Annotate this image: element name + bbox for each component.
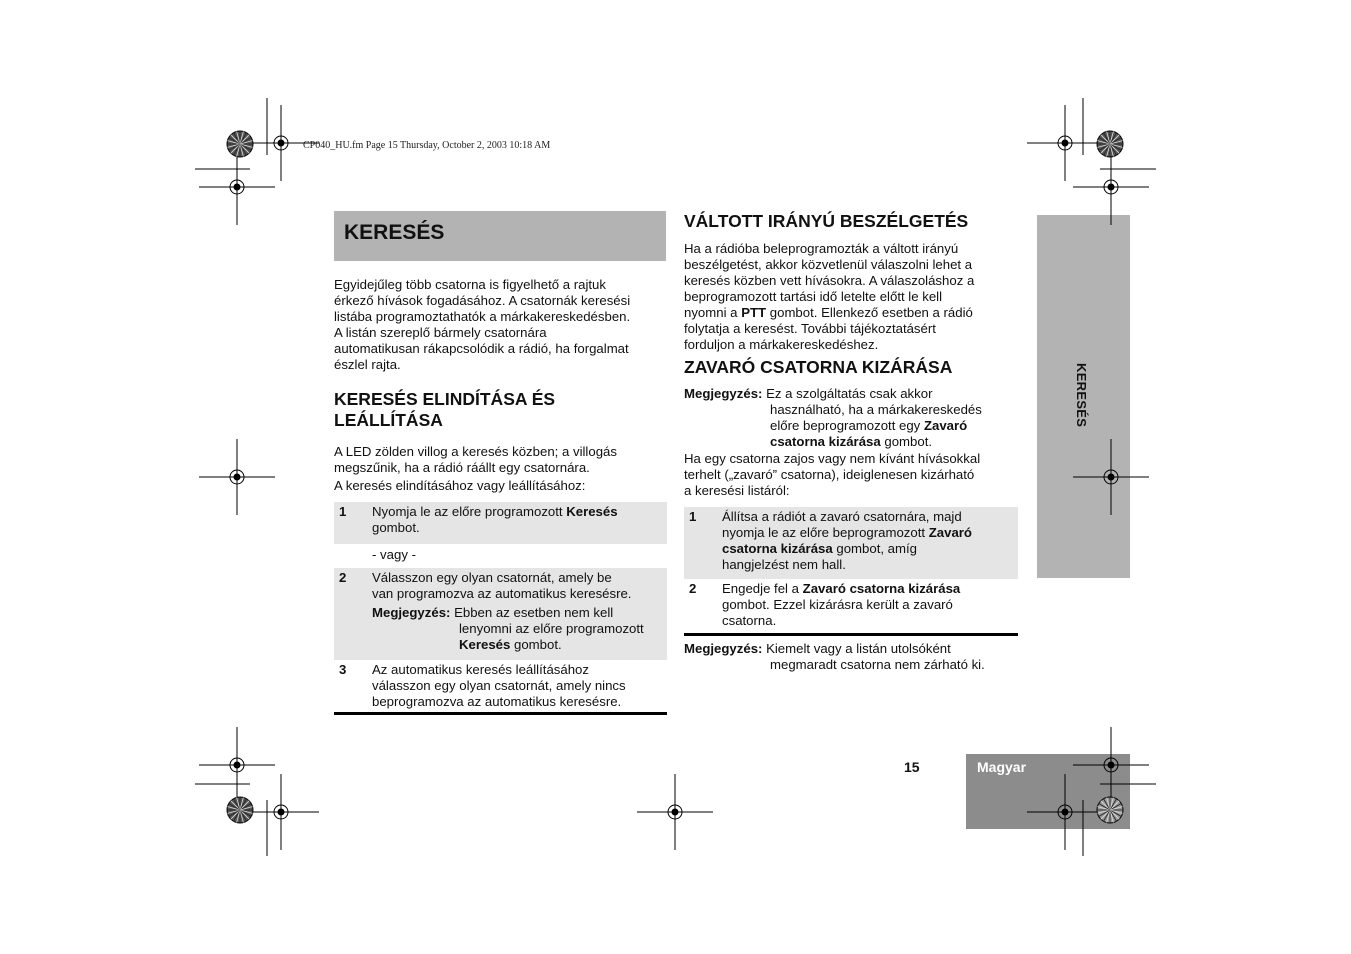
body-line: terhelt („zavaró” csatorna), ideiglenesen kizárható (684, 467, 975, 482)
crosshair-icon (1073, 149, 1149, 225)
note-button-name: Keresés (459, 637, 511, 652)
section-heading-line: KERESÉS ELINDÍTÁSA ÉS (334, 389, 556, 409)
crosshair-icon (1073, 727, 1149, 803)
step-text-part: nyomja le az előre beprogramozott (722, 525, 929, 540)
step-text-part: gombot. (372, 520, 420, 535)
note-button-name: csatorna kizárása (770, 434, 881, 449)
body-line: folytatja a keresést. További tájékoztatásért (684, 321, 936, 336)
note-text: Ez a szolgáltatás csak akkor (762, 386, 933, 401)
note-text: gombot. (510, 637, 562, 652)
step-text-part: van programozva az automatikus keresésre. (372, 586, 632, 601)
step-number: 2 (689, 581, 697, 596)
intro-line: A listán szereplő bármely csatornára (334, 325, 547, 340)
body-line: beszélgetést, akkor közvetlenül válaszolni lehet a (684, 257, 973, 272)
crosshair-icon (1027, 774, 1103, 850)
note-text: előre beprogramozott egy (770, 418, 924, 433)
crosshair-icon (637, 774, 713, 850)
note-text: Ebben az esetben nem kell (454, 605, 614, 620)
crosshair-icon (1027, 105, 1103, 181)
crosshair-icon (243, 774, 319, 850)
body-text-part: gombot. Ellenkező esetben a rádió (766, 305, 973, 320)
step-text-part: Nyomja le az előre programozott (372, 504, 567, 519)
step-number: 1 (339, 504, 347, 519)
crosshair-icon (199, 439, 275, 515)
intro-line: listába programoztathatók a márkakereskedésben. (334, 309, 631, 324)
step-button-name: csatorna kizárása (722, 541, 833, 556)
step-text-part: gombot, amíg (832, 541, 917, 556)
ptt-button-name: PTT (741, 305, 767, 320)
step-number: 1 (689, 509, 697, 524)
step-number: 2 (339, 570, 347, 585)
page-title: KERESÉS (344, 221, 445, 244)
note-text: használható, ha a márkakereskedés (770, 402, 982, 417)
intro-line: érkező hívások fogadásához. A csatornák keresési (334, 293, 631, 308)
step-text-part: Állítsa a rádiót a zavaró csatornára, majd (722, 509, 962, 524)
note-text: Kiemelt vagy a listán utolsóként (762, 641, 951, 656)
step-text-part: beprogramozva az automatikus keresésre. (372, 694, 622, 709)
note-text: gombot. (880, 434, 933, 449)
start-stop-line: A keresés elindításához vagy leállításához: (334, 478, 586, 493)
note-text: lenyomni az előre programozott (459, 621, 644, 636)
side-tab-label: KERESÉS (1074, 363, 1089, 428)
body-line: Ha a rádióba beleprogramozták a váltott irányú (684, 241, 959, 256)
color-wheel-icon (227, 797, 253, 823)
crosshair-icon (199, 727, 275, 803)
color-wheel-icons (227, 131, 1123, 823)
color-wheel-icon (1097, 797, 1123, 823)
body-line: Ha egy csatorna zajos vagy nem kívánt hívásokkal (684, 451, 981, 466)
color-wheel-icon (227, 131, 253, 157)
intro-line: észlel rajta. (334, 357, 401, 372)
registration-marks (195, 98, 1156, 856)
body-line: keresés közben vett hívásokra. A válaszoláshoz a (684, 273, 975, 288)
or-text: - vagy - (372, 547, 416, 562)
crosshair-icon (199, 149, 275, 225)
body-text-part: nyomni a (684, 305, 742, 320)
step-text-part: hangjelzést nem hall. (722, 557, 846, 572)
step-button-name: Zavaró csatorna kizárása (802, 581, 961, 596)
note-label: Megjegyzés: (372, 605, 451, 620)
crosshair-icons (199, 105, 1149, 850)
section-heading-line: ZAVARÓ CSATORNA KIZÁRÁSA (684, 357, 953, 377)
intro-line: Egyidejűleg több csatorna is figyelhető a rajtuk (334, 277, 606, 292)
section-heading-line: LEÁLLÍTÁSA (334, 410, 443, 430)
step-text-part: gombot. Ezzel kizárásra került a zavaró (722, 597, 953, 612)
language-label: Magyar (977, 759, 1027, 775)
note-text: megmaradt csatorna nem zárható ki. (770, 657, 985, 672)
step-text-part: válasszon egy olyan csatornát, amely nincs (372, 678, 626, 693)
step-text-part: csatorna. (722, 613, 777, 628)
led-line: megszűnik, ha a rádió ráállt egy csatornára. (334, 460, 590, 475)
note-button-name: Zavaró (923, 418, 968, 433)
file-info-header: CP040_HU.fm Page 15 Thursday, October 2, 2003 10:18 AM (303, 140, 551, 151)
note-label: Megjegyzés: (684, 641, 763, 656)
step-button-name: Keresés (566, 504, 618, 519)
intro-line: automatikusan rákapcsolódik a rádió, ha forgalmat (334, 341, 629, 356)
step-button-name: Zavaró (928, 525, 972, 540)
crosshair-icon (243, 105, 319, 181)
step-text-part: Válasszon egy olyan csatornát, amely be (372, 570, 612, 585)
page-number: 15 (904, 759, 920, 775)
step-text-part: Az automatikus keresés leállításához (372, 662, 589, 677)
step-text-part: Engedje fel a (722, 581, 803, 596)
led-line: A LED zölden villog a keresés közben; a villogás (334, 444, 617, 459)
section-heading-line: VÁLTOTT IRÁNYÚ BESZÉLGETÉS (684, 211, 969, 231)
crosshair-icon (1073, 439, 1149, 515)
body-line: forduljon a márkakereskedéshez. (684, 337, 879, 352)
body-line: a keresési listáról: (684, 483, 790, 498)
note-label: Megjegyzés: (684, 386, 763, 401)
step-number: 3 (339, 662, 347, 677)
body-line: beprogramozott tartási idő letelte előtt le kell (684, 289, 943, 304)
color-wheel-icon (1097, 131, 1123, 157)
